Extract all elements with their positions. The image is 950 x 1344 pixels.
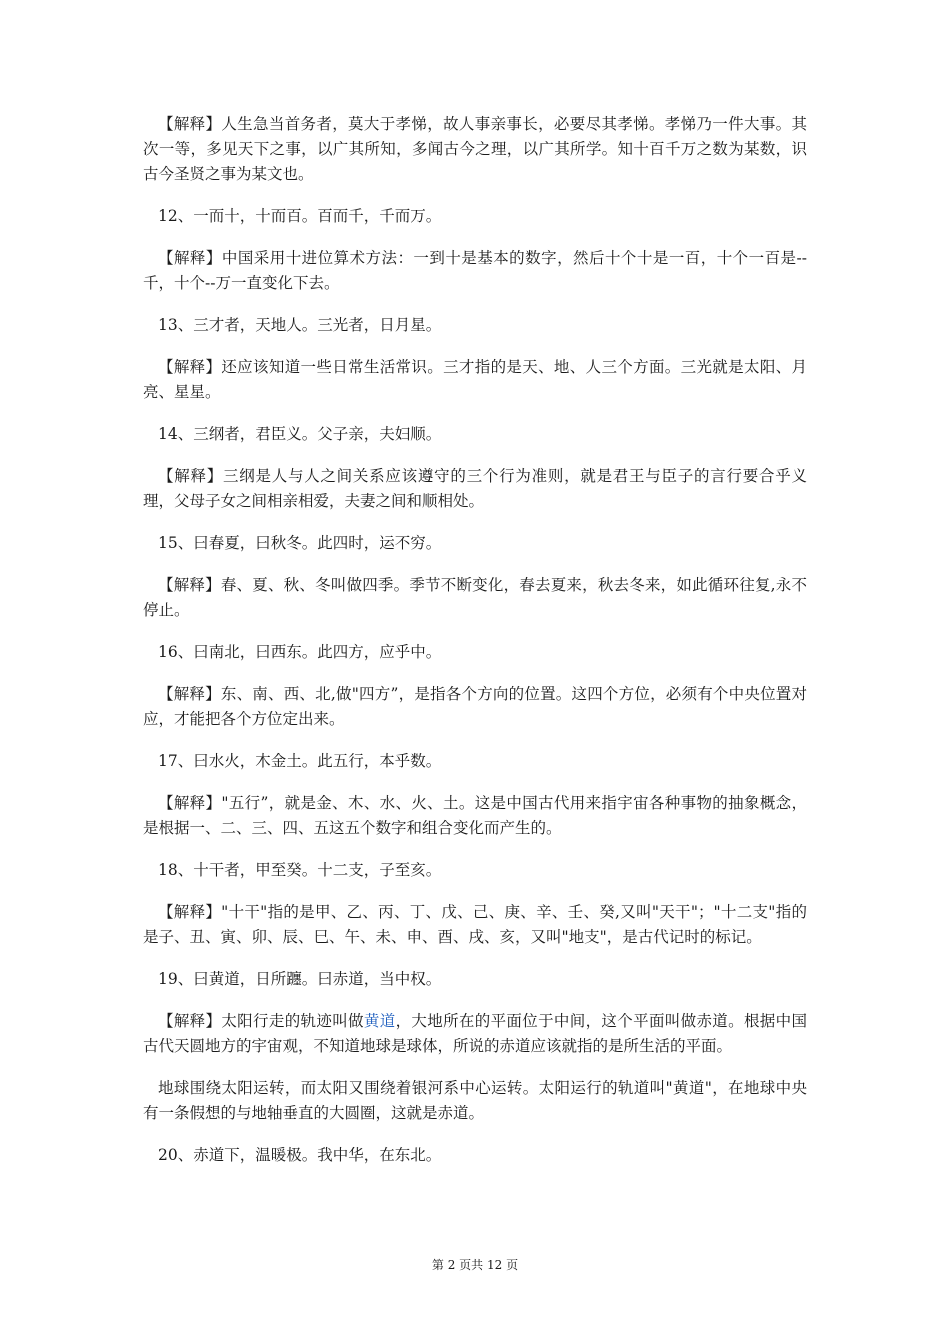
explanation-paragraph: 【解释】三纲是人与人之间关系应该遵守的三个行为准则，就是君王与臣子的言行要合乎义理，父母子女之间相亲相爱，夫妻之间和顺相处。 (143, 467, 807, 510)
explanation-paragraph: 【解释】人生急当首务者，莫大于孝悌，故人事亲事长，必要尽其孝悌。孝悌乃一件大事。其次一等，多见天下之事，以广其所知，多闻古今之理，以广其所学。知十百千万之数为某数，识古今圣贤之事为某文也。 (143, 115, 807, 183)
page-footer (0, 1256, 950, 1274)
verse-line: 15、曰春夏，曰秋冬。此四时，运不穷。 (158, 534, 442, 552)
explanation-paragraph: 【解释】春、夏、秋、冬叫做四季。季节不断变化，春去夏来，秋去冬来，如此循环往复,永不停止。 (143, 576, 807, 619)
explanation-paragraph: 【解释】还应该知道一些日常生活常识。三才指的是天、地、人三个方面。三光就是太阳、月亮、星星。 (143, 358, 807, 401)
explanation-paragraph: 【解释】东、南、西、北,做"四方”，是指各个方向的位置。这四个方位，必须有个中央位置对应，才能把各个方位定出来。 (143, 685, 807, 728)
huangdao-link[interactable]: 黄道 (363, 1012, 396, 1030)
explanation-paragraph: 【解释】"五行”，就是金、木、水、火、土。这是中国古代用来指宇宙各种事物的抽象概念，是根据一、二、三、四、五这五个数字和组合变化而产生的。 (143, 794, 807, 837)
verse-line: 16、曰南北，曰西东。此四方，应乎中。 (158, 643, 442, 661)
verse-line: 19、曰黄道，日所躔。曰赤道，当中权。 (158, 970, 442, 988)
verse-line: 13、三才者，天地人。三光者，日月星。 (158, 316, 442, 334)
explanation-text-after: ，大地所在的平面位于中间，这个平面叫做赤道。根据中国古代天圆地方的宇宙观，不知道地球是球体，所说的赤道应该就指的是所生活的平面。 (143, 1012, 807, 1055)
page-number: 第 2 页共 12 页 (431, 1258, 519, 1272)
explanation-paragraph-with-link (143, 1009, 807, 1059)
verse-line: 20、赤道下，温暖极。我中华，在东北。 (158, 1146, 442, 1164)
explanation-paragraph: 【解释】"十干"指的是甲、乙、丙、丁、戊、己、庚、辛、壬、癸,又叫"天干"；"十二支"指的是子、丑、寅、卯、辰、巳、午、未、申、酉、戌、亥，又叫"地支"，是古代记时的标记。 (143, 903, 807, 946)
verse-line: 18、十干者，甲至癸。十二支，子至亥。 (158, 861, 442, 879)
verse-line: 17、曰水火，木金土。此五行，本乎数。 (158, 752, 442, 770)
plain-paragraph: 地球围绕太阳运转，而太阳又围绕着银河系中心运转。太阳运行的轨道叫"黄道"，在地球中央有一条假想的与地轴垂直的大圆圈，这就是赤道。 (143, 1079, 807, 1122)
explanation-paragraph: 【解释】中国采用十进位算术方法：一到十是基本的数字，然后十个十是一百，十个一百是--千，十个--万一直变化下去。 (143, 249, 807, 292)
verse-line: 14、三纲者，君臣义。父子亲，夫妇顺。 (158, 425, 442, 443)
page-body (143, 112, 807, 1185)
explanation-text-before: 【解释】太阳行走的轨迹叫做 (158, 1012, 364, 1030)
verse-line: 12、一而十，十而百。百而千，千而万。 (158, 207, 442, 225)
